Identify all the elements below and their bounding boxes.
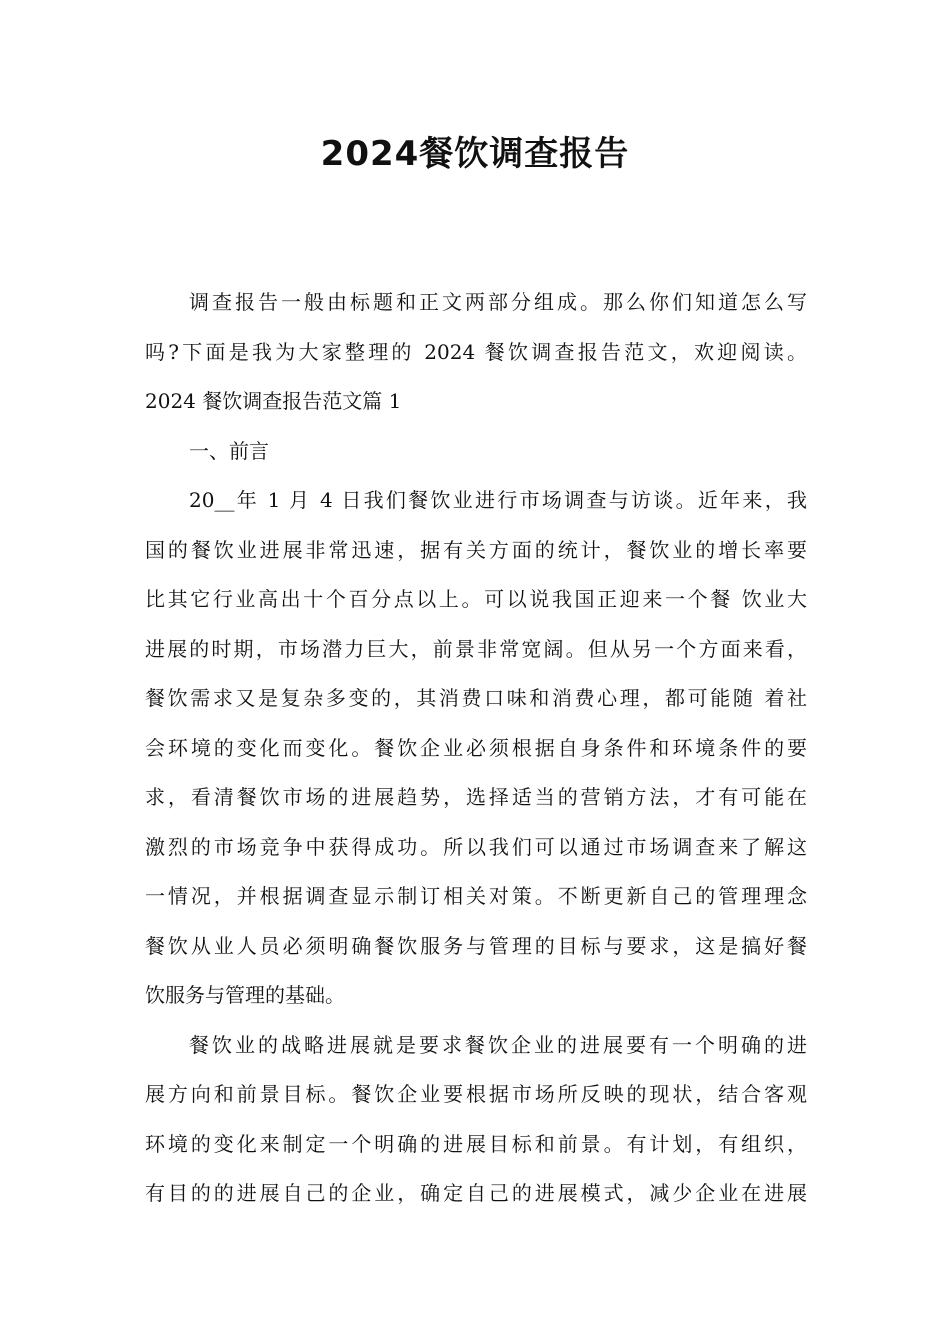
paragraph-line: 激烈的市场竞争中获得成功。所以我们可以通过市场调查来了解这 bbox=[145, 834, 807, 859]
document-title: 2024餐饮调查报告 bbox=[320, 134, 630, 174]
paragraph-line: 比其它行业高出十个百分点以上。可以说我国正迎来一个餐 饮业大 bbox=[145, 587, 807, 611]
section-heading: 2024 餐饮调查报告范文篇 1 bbox=[145, 389, 402, 413]
paragraph-line: 展方向和前景目标。餐饮企业要根据市场所反映的现状，结合客观 bbox=[145, 1082, 807, 1106]
subsection-heading: 一、前言 bbox=[189, 438, 269, 463]
paragraph-line: 20__年 1 月 4 日我们餐饮业进行市场调查与访谈。近年来，我 bbox=[189, 488, 807, 512]
paragraph-line: 会环境的变化而变化。餐饮企业必须根据自身条件和环境条件的要 bbox=[145, 735, 807, 760]
paragraph-line: 餐饮需求又是复杂多变的，其消费口味和消费心理，都可能随 着社 bbox=[145, 686, 807, 710]
paragraph-line: 国的餐饮业进展非常迅速，据有关方面的统计，餐饮业的增长率要 bbox=[145, 537, 807, 562]
paragraph-line: 餐饮从业人员必须明确餐饮服务与管理的目标与要求，这是搞好餐 bbox=[145, 933, 807, 958]
paragraph-line: 调查报告一般由标题和正文两部分组成。那么你们知道怎么写 bbox=[189, 290, 807, 314]
paragraph-line: 餐饮业的战略进展就是要求餐饮企业的进展要有一个明确的进 bbox=[189, 1032, 807, 1057]
paragraph-line: 有目的的进展自己的企业，确定自己的进展模式，减少企业在进展 bbox=[145, 1181, 807, 1205]
paragraph-line: 一情况，并根据调查显示制订相关对策。不断更新自己的管理理念 bbox=[145, 884, 807, 908]
paragraph-line: 饮服务与管理的基础。 bbox=[145, 983, 345, 1007]
paragraph-line: 进展的时期，市场潜力巨大，前景非常宽阔。但从另一个方面来看， bbox=[145, 636, 807, 661]
paragraph-line: 环境的变化来制定一个明确的进展目标和前景。有计划，有组织， bbox=[145, 1131, 807, 1156]
paragraph-line: 求，看清餐饮市场的进展趋势，选择适当的营销方法，才有可能在 bbox=[145, 785, 807, 809]
document-body bbox=[145, 282, 807, 1223]
paragraph-line: 吗?下面是我为大家整理的 2024 餐饮调查报告范文，欢迎阅读。 bbox=[145, 339, 807, 364]
